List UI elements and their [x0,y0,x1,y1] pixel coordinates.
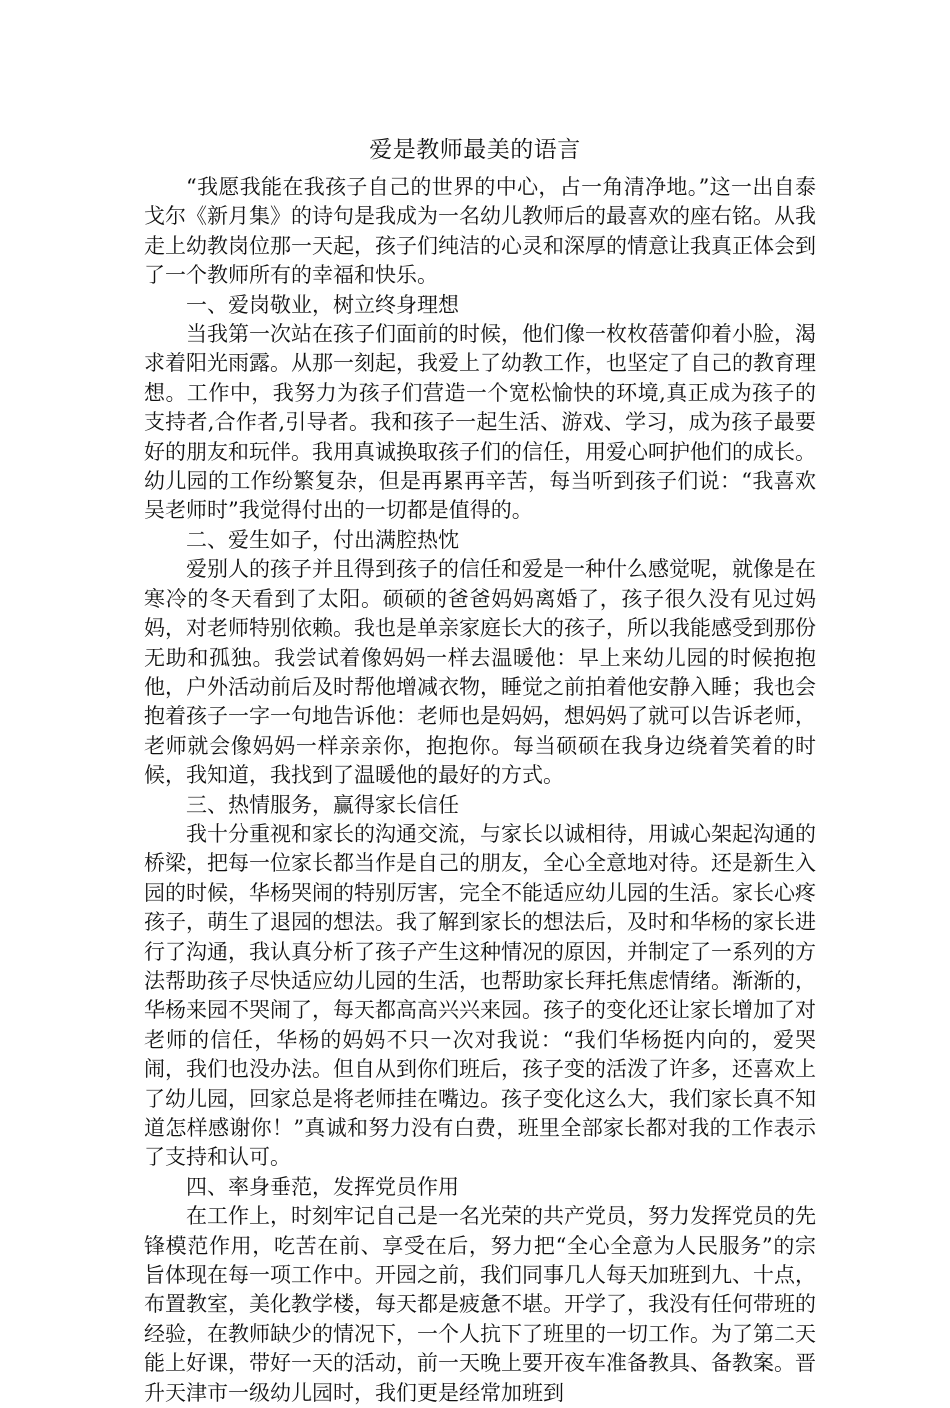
paragraph: 在工作上，时刻牢记自己是一名光荣的共产党员，努力发挥党员的先锋模范作用，吃苦在前、享受在后，努力把“全心全意为人民服务”的宗旨体现在每一项工作中。开园之前，我们同事几人每天加班到九、十点，布置教室，美化教学楼，每天都是疲惫不堪。开学了，我没有任何带班的经验，在教师缺少的情况下，一个人抗下了班里的一切工作。为了第二天能上好课，带好一天的活动，前一天晚上要开夜车准备教具、备教案。晋升天津市一级幼儿园时，我们更是经常加班到 [144,1204,816,1405]
paragraph: 我十分重视和家长的沟通交流，与家长以诚相待，用诚心架起沟通的桥梁，把每一位家长都当作是自己的朋友，全心全意地对待。还是新生入园的时候，华杨哭闹的特别厉害，完全不能适应幼儿园的生活。家长心疼孩子，萌生了退园的想法。我了解到家长的想法后，及时和华杨的家长进行了沟通，我认真分析了孩子产生这种情况的原因，并制定了一系列的方法帮助孩子尽快适应幼儿园的生活，也帮助家长拜托焦虑情绪。渐渐的，华杨来园不哭闹了，每天都高高兴兴来园。孩子的变化还让家长增加了对老师的信任，华杨的妈妈不只一次对我说：“我们华杨挺内向的，爱哭闹，我们也没办法。但自从到你们班后，孩子变的活泼了许多，还喜欢上了幼儿园，回家总是将老师挂在嘴边。孩子变化这么大，我们家长真不知道怎样感谢你！”真诚和努力没有白费，班里全部家长都对我的工作表示了支持和认可。 [144,821,816,1170]
section-heading: 二、爱生如子，付出满腔热忱 [186,527,459,552]
paragraph: “我愿我能在我孩子自己的世界的中心，占一角清净地。”这一出自泰戈尔《新月集》的诗句是我成为一名幼儿教师后的最喜欢的座右铭。从我走上幼教岗位那一天起，孩子们纯洁的心灵和深厚的情意让我真正体会到了一个教师所有的幸福和快乐。 [144,175,816,288]
section-heading: 三、热情服务，赢得家长信任 [186,792,459,817]
paragraph: 当我第一次站在孩子们面前的时候，他们像一枚枚蓓蕾仰着小脸，渴求着阳光雨露。从那一刻起，我爱上了幼教工作，也坚定了自己的教育理想。工作中，我努力为孩子们营造一个宽松愉快的环境,真正成为孩子的支持者,合作者,引导者。我和孩子一起生活、游戏、学习，成为孩子最要好的朋友和玩伴。我用真诚换取孩子们的信任，用爱心呵护他们的成长。幼儿园的工作纷繁复杂，但是再累再辛苦，每当听到孩子们说：“我喜欢吴老师时”我觉得付出的一切都是值得的。 [144,322,816,523]
paragraph: 爱别人的孩子并且得到孩子的信任和爱是一种什么感觉呢，就像是在寒冷的冬天看到了太阳。硕硕的爸爸妈妈离婚了，孩子很久没有见过妈妈，对老师特别依赖。我也是单亲家庭长大的孩子，所以我能感受到那份无助和孤独。我尝试着像妈妈一样去温暖他：早上来幼儿园的时候抱抱他，户外活动前后及时帮他增减衣物，睡觉之前拍着他安静入睡；我也会抱着孩子一字一句地告诉他：老师也是妈妈，想妈妈了就可以告诉老师，老师就会像妈妈一样亲亲你，抱抱你。每当硕硕在我身边绕着笑着的时候，我知道，我找到了温暖他的最好的方式。 [144,557,816,788]
document-body [144,173,816,1408]
section-heading: 四、率身垂范，发挥党员作用 [186,1174,459,1199]
section-heading: 一、爱岗敬业，树立终身理想 [186,292,459,317]
document-title: 爱是教师最美的语言 [369,137,581,163]
